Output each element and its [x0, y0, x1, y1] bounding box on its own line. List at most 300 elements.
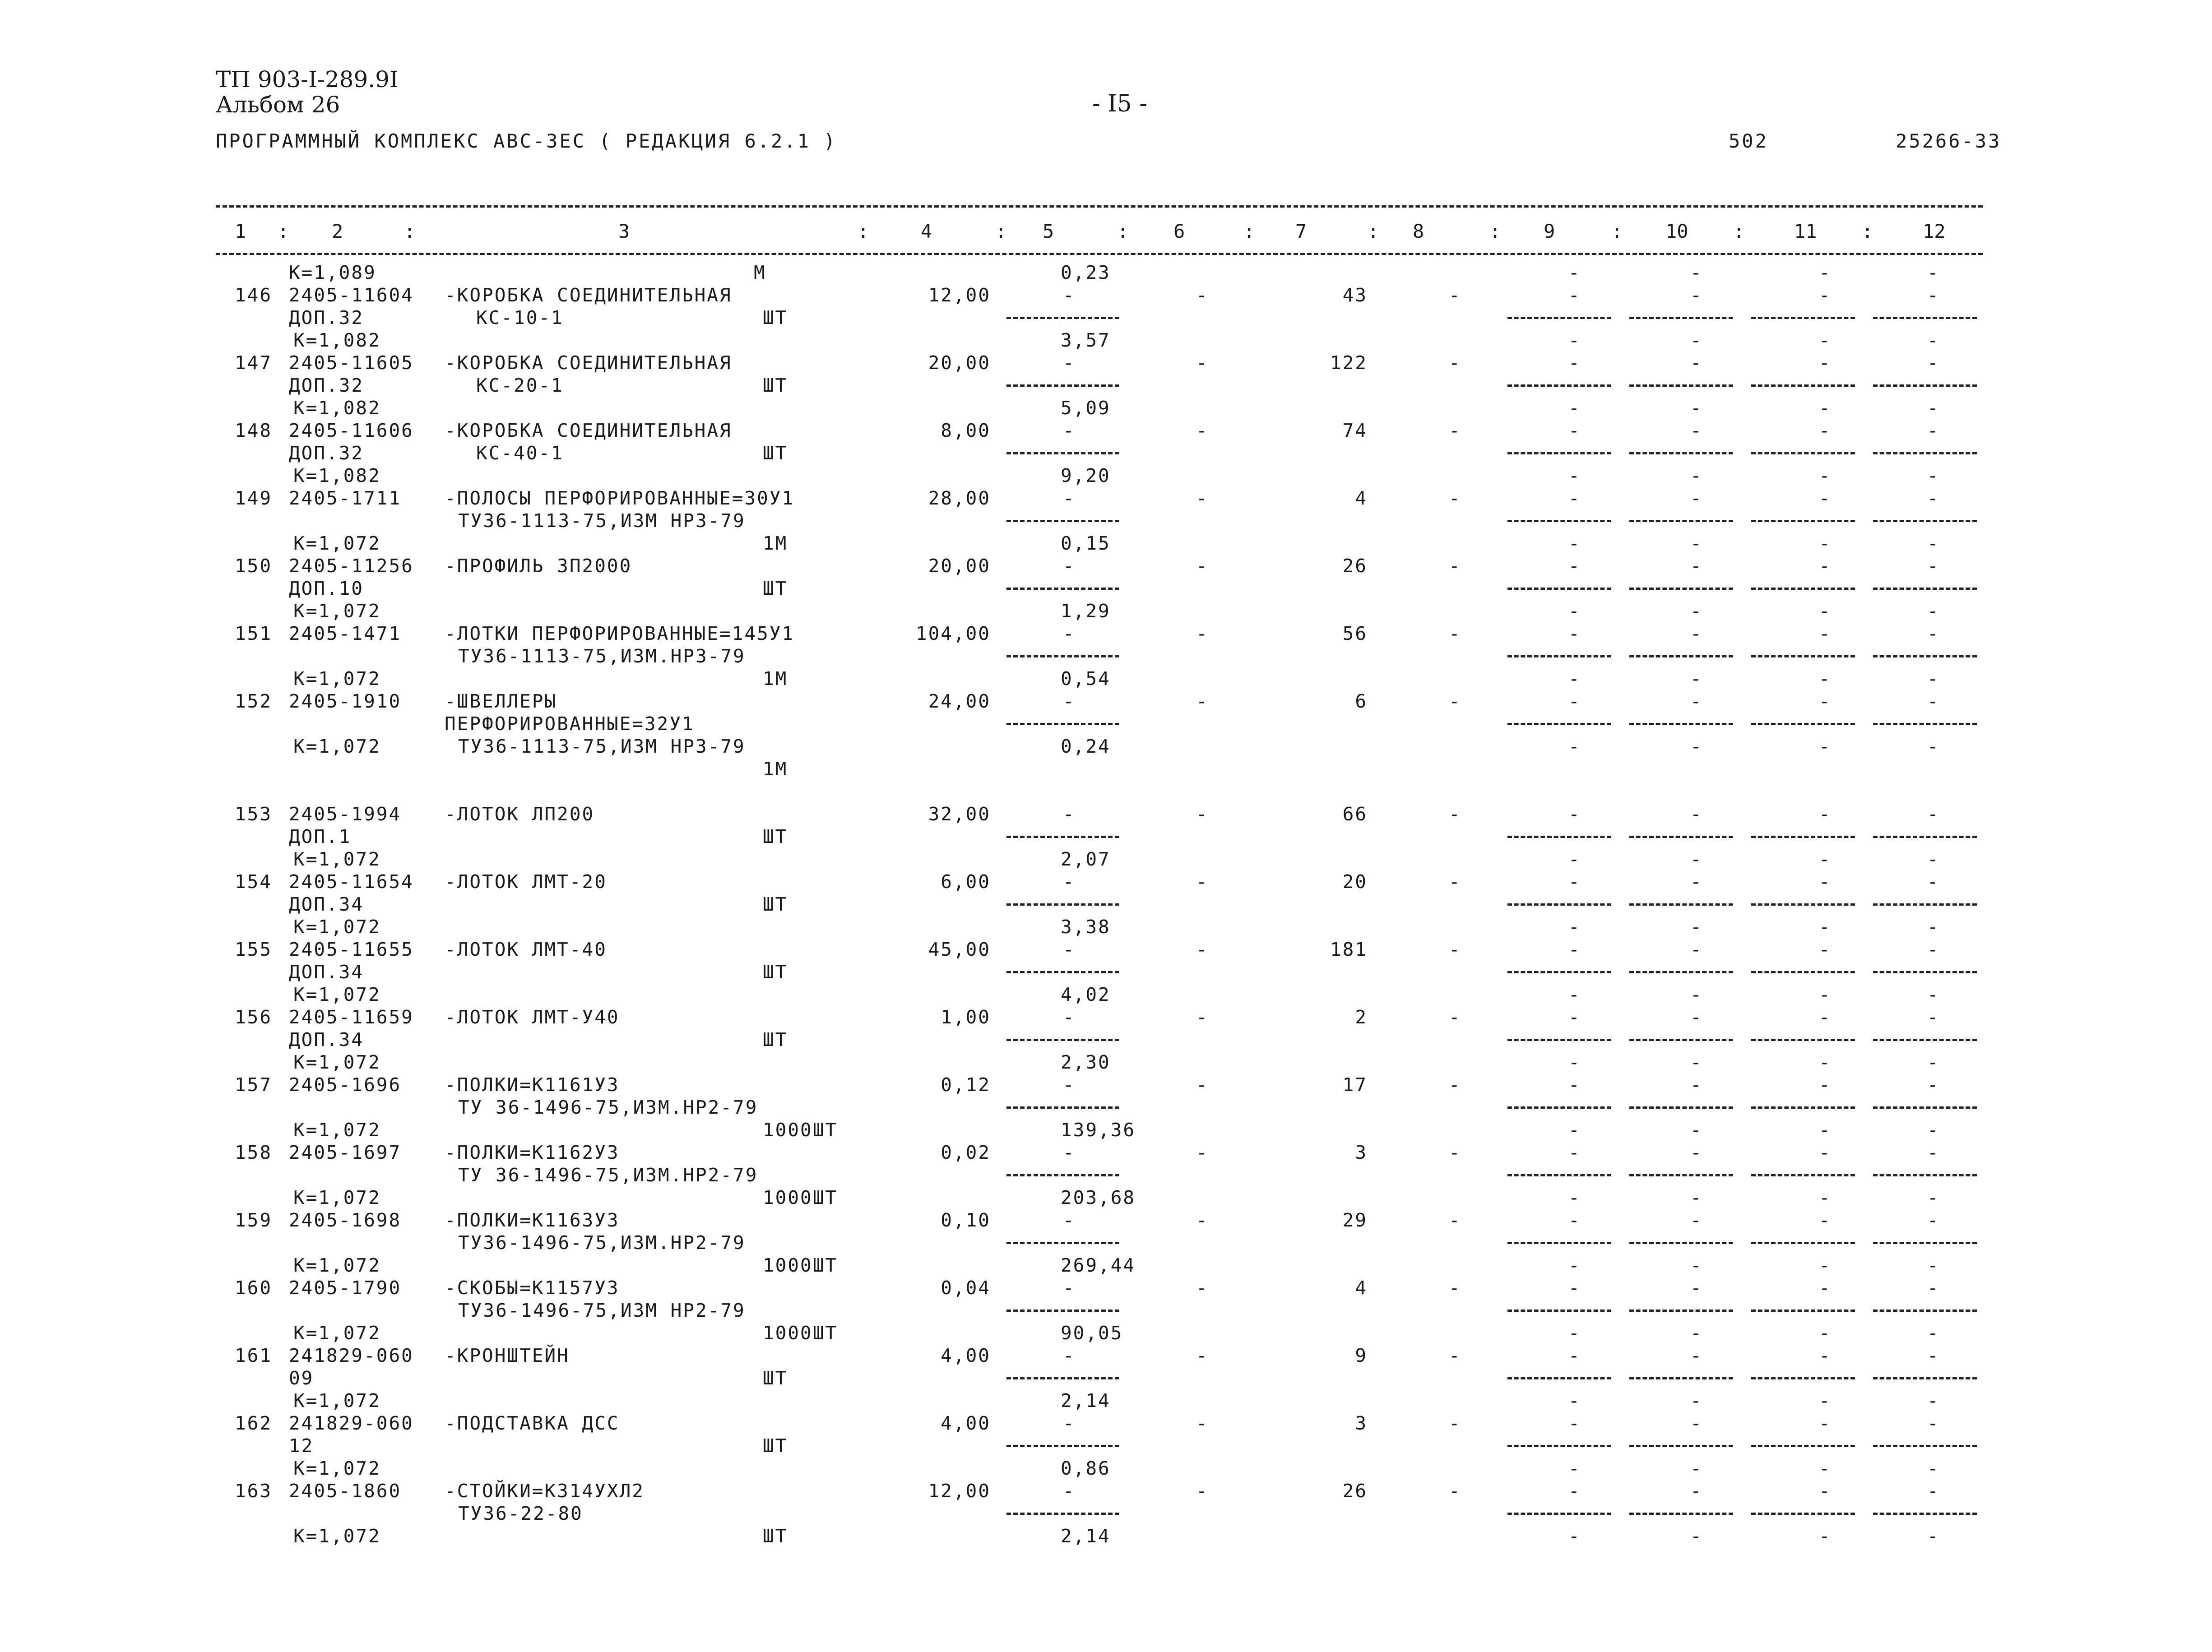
- unit-price-text: 269,44: [1061, 1254, 1136, 1276]
- empty-cell-dash: -: [1690, 690, 1702, 712]
- empty-cell-dash: -: [1819, 1074, 1830, 1096]
- cell-separator: [1629, 588, 1733, 590]
- empty-cell-dash: -: [1927, 939, 1938, 960]
- cell-separator: [1873, 1242, 1977, 1244]
- coefficient-text: К=1,089: [289, 262, 376, 283]
- cell-separator: [1629, 452, 1733, 454]
- empty-cell-dash: -: [1927, 1074, 1938, 1096]
- cell-separator: [1629, 1445, 1733, 1447]
- cell-separator: [1507, 655, 1611, 657]
- empty-cell-dash: -: [1063, 555, 1074, 577]
- price-separator: [1006, 836, 1119, 838]
- price-separator: [1006, 1377, 1119, 1379]
- empty-cell-dash: -: [1449, 623, 1460, 644]
- empty-cell-dash: -: [1196, 1209, 1207, 1231]
- cell-separator: [1751, 520, 1855, 522]
- column-separator: :: [404, 220, 416, 242]
- empty-cell-dash: -: [1690, 555, 1702, 577]
- empty-cell-dash: -: [1690, 1412, 1702, 1434]
- item-code: 2405-1910: [289, 690, 402, 712]
- empty-cell-dash: -: [1819, 984, 1830, 1005]
- empty-cell-dash: -: [1568, 1458, 1580, 1479]
- empty-cell-dash: -: [1819, 284, 1830, 306]
- empty-cell-dash: -: [1819, 397, 1830, 419]
- cell-separator: [1873, 1445, 1977, 1447]
- item-code: 2405-1994: [289, 803, 402, 825]
- unit-price-text: 3,57: [1061, 329, 1111, 351]
- empty-cell-dash: -: [1063, 1412, 1074, 1434]
- empty-cell-dash: -: [1449, 1074, 1460, 1096]
- empty-cell-dash: -: [1927, 871, 1938, 893]
- empty-cell-dash: -: [1690, 1390, 1702, 1411]
- empty-cell-dash: -: [1927, 1119, 1938, 1141]
- empty-cell-dash: -: [1690, 397, 1702, 419]
- item-spec-text: ТУ36-1113-75,ИЗМ НР3-79: [458, 510, 746, 532]
- quantity-value: 32,00: [928, 803, 991, 825]
- empty-cell-dash: -: [1196, 623, 1207, 644]
- column-header-9: 9: [1544, 220, 1555, 242]
- price-separator: [1006, 1242, 1119, 1244]
- cell-separator: [1629, 1242, 1733, 1244]
- quantity-value: 0,02: [941, 1142, 991, 1163]
- cell-separator: [1629, 1513, 1733, 1515]
- empty-cell-dash: -: [1927, 1277, 1938, 1299]
- unit-text: ШТ: [763, 1435, 788, 1457]
- item-code-suffix: 09: [289, 1367, 314, 1389]
- empty-cell-dash: -: [1568, 1480, 1580, 1502]
- unit-price-text: 203,68: [1061, 1187, 1136, 1208]
- empty-cell-dash: -: [1568, 1525, 1580, 1547]
- unit-price-text: 2,30: [1061, 1051, 1111, 1073]
- empty-cell-dash: -: [1568, 1187, 1580, 1208]
- empty-cell-dash: -: [1568, 465, 1580, 486]
- item-spec-text: КС-20-1: [476, 375, 564, 396]
- empty-cell-dash: -: [1690, 1277, 1702, 1299]
- column-7-value: 74: [1342, 420, 1368, 441]
- empty-cell-dash: -: [1568, 532, 1580, 554]
- cell-separator: [1751, 903, 1855, 906]
- cell-separator: [1507, 1242, 1611, 1244]
- unit-text: ШТ: [763, 375, 788, 396]
- row-number: 162: [235, 1412, 273, 1434]
- order-code: 25266-33: [1896, 130, 2002, 152]
- column-header-4: 4: [921, 220, 932, 242]
- item-name: -ШВЕЛЛЕРЫ: [445, 690, 557, 712]
- empty-cell-dash: -: [1449, 871, 1460, 893]
- empty-cell-dash: -: [1819, 1254, 1830, 1276]
- cell-separator: [1507, 723, 1611, 725]
- empty-cell-dash: -: [1063, 871, 1074, 893]
- cell-separator: [1751, 1242, 1855, 1244]
- coefficient-text: К=1,072: [293, 1390, 381, 1411]
- empty-cell-dash: -: [1196, 1480, 1207, 1502]
- coefficient-text: К=1,072: [293, 736, 381, 757]
- cell-separator: [1507, 836, 1611, 838]
- item-spec-text: КС-10-1: [476, 307, 564, 329]
- price-separator: [1006, 317, 1119, 319]
- quantity-value: 4,00: [941, 1345, 991, 1366]
- row-number: 159: [235, 1209, 273, 1231]
- empty-cell-dash: -: [1568, 1254, 1580, 1276]
- item-code: 2405-1696: [289, 1074, 402, 1096]
- empty-cell-dash: -: [1196, 284, 1207, 306]
- empty-cell-dash: -: [1196, 871, 1207, 893]
- empty-cell-dash: -: [1819, 1390, 1830, 1411]
- empty-cell-dash: -: [1568, 1390, 1580, 1411]
- quantity-value: 12,00: [928, 284, 991, 306]
- unit-text: ШТ: [763, 961, 788, 983]
- price-separator: [1006, 1513, 1119, 1515]
- cell-separator: [1873, 655, 1977, 657]
- empty-cell-dash: -: [1819, 487, 1830, 509]
- cell-separator: [1507, 384, 1611, 387]
- cell-separator: [1629, 1106, 1733, 1109]
- unit-price-text: 0,15: [1061, 532, 1111, 554]
- empty-cell-dash: -: [1568, 736, 1580, 757]
- quantity-value: 20,00: [928, 352, 991, 374]
- empty-cell-dash: -: [1063, 1277, 1074, 1299]
- price-separator: [1006, 1039, 1119, 1041]
- item-code: 2405-11605: [289, 352, 414, 374]
- empty-cell-dash: -: [1196, 1006, 1207, 1028]
- item-code: 2405-11659: [289, 1006, 414, 1028]
- cell-separator: [1629, 317, 1733, 319]
- program-title: ПРОГРАММНЫЙ КОМПЛЕКС АВС-3ЕС ( РЕДАКЦИЯ 6.2.1 ): [216, 130, 837, 152]
- cell-separator: [1507, 317, 1611, 319]
- column-separator: :: [278, 220, 289, 242]
- item-spec-text: ТУ36-1496-75,ИЗМ НР2-79: [458, 1300, 746, 1321]
- coefficient-text: К=1,072: [293, 600, 381, 622]
- cell-separator: [1629, 836, 1733, 838]
- price-separator: [1006, 1174, 1119, 1176]
- item-name: -КОРОБКА СОЕДИНИТЕЛЬНАЯ: [445, 420, 732, 441]
- item-name: -ПОЛОСЫ ПЕРФОРИРОВАННЫЕ=30У1: [445, 487, 795, 509]
- item-name: -СКОБЫ=К1157У3: [445, 1277, 620, 1299]
- item-spec-text: ТУ36-1113-75,ИЗМ.НР3-79: [458, 645, 746, 667]
- cell-separator: [1873, 384, 1977, 387]
- empty-cell-dash: -: [1196, 487, 1207, 509]
- cell-separator: [1751, 1039, 1855, 1041]
- empty-cell-dash: -: [1927, 284, 1938, 306]
- empty-cell-dash: -: [1449, 420, 1460, 441]
- item-name: -ЛОТОК ЛМТ-У40: [445, 1006, 620, 1028]
- empty-cell-dash: -: [1927, 352, 1938, 374]
- cell-separator: [1751, 1174, 1855, 1176]
- empty-cell-dash: -: [1819, 871, 1830, 893]
- empty-cell-dash: -: [1927, 1209, 1938, 1231]
- unit-price-text: 139,36: [1061, 1119, 1136, 1141]
- column-7-value: 9: [1355, 1345, 1368, 1366]
- empty-cell-dash: -: [1449, 1209, 1460, 1231]
- cell-separator: [1507, 1445, 1611, 1447]
- column-7-value: 56: [1342, 623, 1368, 644]
- empty-cell-dash: -: [1063, 420, 1074, 441]
- empty-cell-dash: -: [1819, 465, 1830, 486]
- item-name: -ПОЛКИ=К1162У3: [445, 1142, 620, 1163]
- item-name: -ПОЛКИ=К1161У3: [445, 1074, 620, 1096]
- unit-price-text: 0,86: [1061, 1458, 1111, 1479]
- item-name: -ЛОТОК ЛМТ-20: [445, 871, 607, 893]
- item-code-suffix: ДОП.34: [289, 961, 364, 983]
- quantity-value: 0,12: [941, 1074, 991, 1096]
- empty-cell-dash: -: [1690, 532, 1702, 554]
- column-separator: :: [1733, 220, 1745, 242]
- cell-separator: [1751, 588, 1855, 590]
- empty-cell-dash: -: [1819, 1412, 1830, 1434]
- empty-cell-dash: -: [1819, 623, 1830, 644]
- empty-cell-dash: -: [1196, 939, 1207, 960]
- empty-cell-dash: -: [1568, 984, 1580, 1005]
- empty-cell-dash: -: [1690, 1006, 1702, 1028]
- price-separator: [1006, 1310, 1119, 1312]
- column-header-10: 10: [1665, 220, 1688, 242]
- row-number: 154: [235, 871, 273, 893]
- item-code-suffix: ДОП.34: [289, 1029, 364, 1050]
- empty-cell-dash: -: [1690, 1074, 1702, 1096]
- empty-cell-dash: -: [1819, 329, 1830, 351]
- empty-cell-dash: -: [1690, 352, 1702, 374]
- coefficient-text: К=1,072: [293, 1119, 381, 1141]
- unit-price-text: 5,09: [1061, 397, 1111, 419]
- empty-cell-dash: -: [1568, 1322, 1580, 1344]
- empty-cell-dash: -: [1927, 1458, 1938, 1479]
- column-header-3: 3: [618, 220, 630, 242]
- column-separator: :: [995, 220, 1007, 242]
- empty-cell-dash: -: [1568, 1412, 1580, 1434]
- item-name: -КОРОБКА СОЕДИНИТЕЛЬНАЯ: [445, 352, 732, 374]
- unit-price-text: 90,05: [1061, 1322, 1123, 1344]
- row-number: 146: [235, 284, 273, 306]
- empty-cell-dash: -: [1449, 939, 1460, 960]
- empty-cell-dash: -: [1568, 487, 1580, 509]
- coefficient-text: К=1,072: [293, 1187, 381, 1208]
- empty-cell-dash: -: [1196, 1142, 1207, 1163]
- unit-text: ШТ: [763, 826, 788, 847]
- album-label: Альбом 26: [216, 92, 340, 118]
- unit-text: 1М: [763, 532, 788, 554]
- sheet-ref: 502: [1729, 130, 1768, 152]
- quantity-value: 6,00: [941, 871, 991, 893]
- cell-separator: [1507, 588, 1611, 590]
- column-7-value: 29: [1342, 1209, 1368, 1231]
- coefficient-text: К=1,072: [293, 1322, 381, 1344]
- unit-price-text: 2,07: [1061, 848, 1111, 870]
- price-separator: [1006, 655, 1119, 657]
- item-name: -КРОНШТЕЙН: [445, 1345, 570, 1366]
- quantity-value: 4,00: [941, 1412, 991, 1434]
- row-number: 163: [235, 1480, 273, 1502]
- cell-separator: [1629, 520, 1733, 522]
- empty-cell-dash: -: [1449, 1345, 1460, 1366]
- price-separator: [1006, 1445, 1119, 1447]
- empty-cell-dash: -: [1196, 352, 1207, 374]
- quantity-value: 1,00: [941, 1006, 991, 1028]
- cell-separator: [1873, 588, 1977, 590]
- cell-separator: [1873, 1039, 1977, 1041]
- item-code: 241829-060: [289, 1345, 414, 1366]
- row-number: 150: [235, 555, 273, 577]
- item-code: 2405-1860: [289, 1480, 402, 1502]
- column-separator: :: [858, 220, 869, 242]
- cell-separator: [1751, 1445, 1855, 1447]
- item-name: -ЛОТОК ЛМТ-40: [445, 939, 607, 960]
- column-separator: :: [1611, 220, 1623, 242]
- coefficient-text: К=1,082: [293, 465, 381, 486]
- price-separator: [1006, 723, 1119, 725]
- item-code-suffix: ДОП.34: [289, 893, 364, 915]
- empty-cell-dash: -: [1819, 1142, 1830, 1163]
- empty-cell-dash: -: [1063, 1480, 1074, 1502]
- empty-cell-dash: -: [1927, 1480, 1938, 1502]
- column-header-7: 7: [1295, 220, 1307, 242]
- item-code-suffix: ДОП.10: [289, 578, 364, 599]
- cell-separator: [1629, 384, 1733, 387]
- cell-separator: [1629, 655, 1733, 657]
- quantity-value: 104,00: [915, 623, 991, 644]
- column-header-8: 8: [1413, 220, 1424, 242]
- coefficient-text: К=1,072: [293, 532, 381, 554]
- empty-cell-dash: -: [1568, 1051, 1580, 1073]
- coefficient-text: К=1,082: [293, 329, 381, 351]
- empty-cell-dash: -: [1568, 871, 1580, 893]
- cell-separator: [1751, 1513, 1855, 1515]
- empty-cell-dash: -: [1927, 397, 1938, 419]
- empty-cell-dash: -: [1927, 916, 1938, 938]
- unit-price-text: 9,20: [1061, 465, 1111, 486]
- empty-cell-dash: -: [1449, 803, 1460, 825]
- item-code: 2405-11655: [289, 939, 414, 960]
- item-code: 2405-1790: [289, 1277, 402, 1299]
- empty-cell-dash: -: [1690, 284, 1702, 306]
- item-code: 2405-1697: [289, 1142, 402, 1163]
- empty-cell-dash: -: [1568, 1006, 1580, 1028]
- item-name: -СТОЙКИ=К314УХЛ2: [445, 1480, 645, 1502]
- column-7-value: 66: [1342, 803, 1368, 825]
- empty-cell-dash: -: [1927, 1006, 1938, 1028]
- empty-cell-dash: -: [1690, 1142, 1702, 1163]
- item-spec-text: ТУ 36-1496-75,ИЗМ.НР2-79: [458, 1164, 758, 1186]
- unit-price-text: 2,14: [1061, 1525, 1111, 1547]
- empty-cell-dash: -: [1690, 1525, 1702, 1547]
- item-code-suffix: 12: [289, 1435, 314, 1457]
- empty-cell-dash: -: [1568, 284, 1580, 306]
- cell-separator: [1873, 836, 1977, 838]
- empty-cell-dash: -: [1568, 555, 1580, 577]
- empty-cell-dash: -: [1819, 352, 1830, 374]
- column-7-value: 20: [1342, 871, 1368, 893]
- empty-cell-dash: -: [1063, 352, 1074, 374]
- item-code: 2405-11606: [289, 420, 414, 441]
- empty-cell-dash: -: [1568, 690, 1580, 712]
- coefficient-text: К=1,072: [293, 1525, 381, 1547]
- item-spec-text: ТУ 36-1496-75,ИЗМ.НР2-79: [458, 1097, 758, 1118]
- empty-cell-dash: -: [1568, 352, 1580, 374]
- empty-cell-dash: -: [1568, 329, 1580, 351]
- empty-cell-dash: -: [1927, 1254, 1938, 1276]
- unit-text: ШТ: [763, 442, 788, 464]
- cell-separator: [1629, 903, 1733, 906]
- empty-cell-dash: -: [1927, 848, 1938, 870]
- item-code: 2405-11654: [289, 871, 414, 893]
- column-header-6: 6: [1173, 220, 1185, 242]
- item-code-suffix: ДОП.1: [289, 826, 352, 847]
- cell-separator: [1873, 971, 1977, 973]
- empty-cell-dash: -: [1063, 803, 1074, 825]
- empty-cell-dash: -: [1819, 532, 1830, 554]
- unit-text: 1М: [763, 668, 788, 689]
- cell-separator: [1751, 836, 1855, 838]
- cell-separator: [1751, 1377, 1855, 1379]
- item-name: -ЛОТОК ЛП200: [445, 803, 595, 825]
- column-7-value: 3: [1355, 1412, 1368, 1434]
- quantity-value: 12,00: [928, 1480, 991, 1502]
- column-7-value: 122: [1330, 352, 1368, 374]
- empty-cell-dash: -: [1819, 262, 1830, 283]
- column-7-value: 4: [1355, 487, 1368, 509]
- unit-text: 1000ШТ: [763, 1187, 838, 1208]
- item-spec-text: ПЕРФОРИРОВАННЫЕ=32У1: [445, 713, 695, 735]
- empty-cell-dash: -: [1690, 1187, 1702, 1208]
- empty-cell-dash: -: [1819, 690, 1830, 712]
- cell-separator: [1873, 452, 1977, 454]
- column-header-2: 2: [332, 220, 343, 242]
- empty-cell-dash: -: [1927, 1525, 1938, 1547]
- empty-cell-dash: -: [1690, 984, 1702, 1005]
- cell-separator: [1751, 723, 1855, 725]
- empty-cell-dash: -: [1063, 487, 1074, 509]
- empty-cell-dash: -: [1568, 668, 1580, 689]
- empty-cell-dash: -: [1568, 397, 1580, 419]
- row-number: 147: [235, 352, 273, 374]
- empty-cell-dash: -: [1927, 623, 1938, 644]
- empty-cell-dash: -: [1819, 1277, 1830, 1299]
- empty-cell-dash: -: [1819, 848, 1830, 870]
- empty-cell-dash: -: [1819, 1187, 1830, 1208]
- cell-separator: [1873, 520, 1977, 522]
- empty-cell-dash: -: [1568, 916, 1580, 938]
- empty-cell-dash: -: [1819, 600, 1830, 622]
- empty-cell-dash: -: [1690, 1254, 1702, 1276]
- price-separator: [1006, 520, 1119, 522]
- item-spec-text: ТУ36-1496-75,ИЗМ.НР2-79: [458, 1232, 746, 1254]
- empty-cell-dash: -: [1196, 803, 1207, 825]
- row-number: 161: [235, 1345, 273, 1366]
- price-separator: [1006, 452, 1119, 454]
- empty-cell-dash: -: [1690, 420, 1702, 441]
- coefficient-text: К=1,072: [293, 916, 381, 938]
- quantity-value: 28,00: [928, 487, 991, 509]
- empty-cell-dash: -: [1196, 1277, 1207, 1299]
- empty-cell-dash: -: [1690, 1480, 1702, 1502]
- column-7-value: 2: [1355, 1006, 1368, 1028]
- empty-cell-dash: -: [1927, 555, 1938, 577]
- empty-cell-dash: -: [1819, 1119, 1830, 1141]
- quantity-value: 20,00: [928, 555, 991, 577]
- empty-cell-dash: -: [1568, 623, 1580, 644]
- item-code: 2405-1471: [289, 623, 402, 644]
- column-7-value: 6: [1355, 690, 1368, 712]
- unit-text: ШТ: [763, 1367, 788, 1389]
- empty-cell-dash: -: [1568, 848, 1580, 870]
- quantity-value: 8,00: [941, 420, 991, 441]
- empty-cell-dash: -: [1927, 668, 1938, 689]
- coefficient-text: К=1,072: [293, 984, 381, 1005]
- empty-cell-dash: -: [1819, 1006, 1830, 1028]
- empty-cell-dash: -: [1819, 1458, 1830, 1479]
- empty-cell-dash: -: [1927, 329, 1938, 351]
- quantity-value: 45,00: [928, 939, 991, 960]
- column-7-value: 3: [1355, 1142, 1368, 1163]
